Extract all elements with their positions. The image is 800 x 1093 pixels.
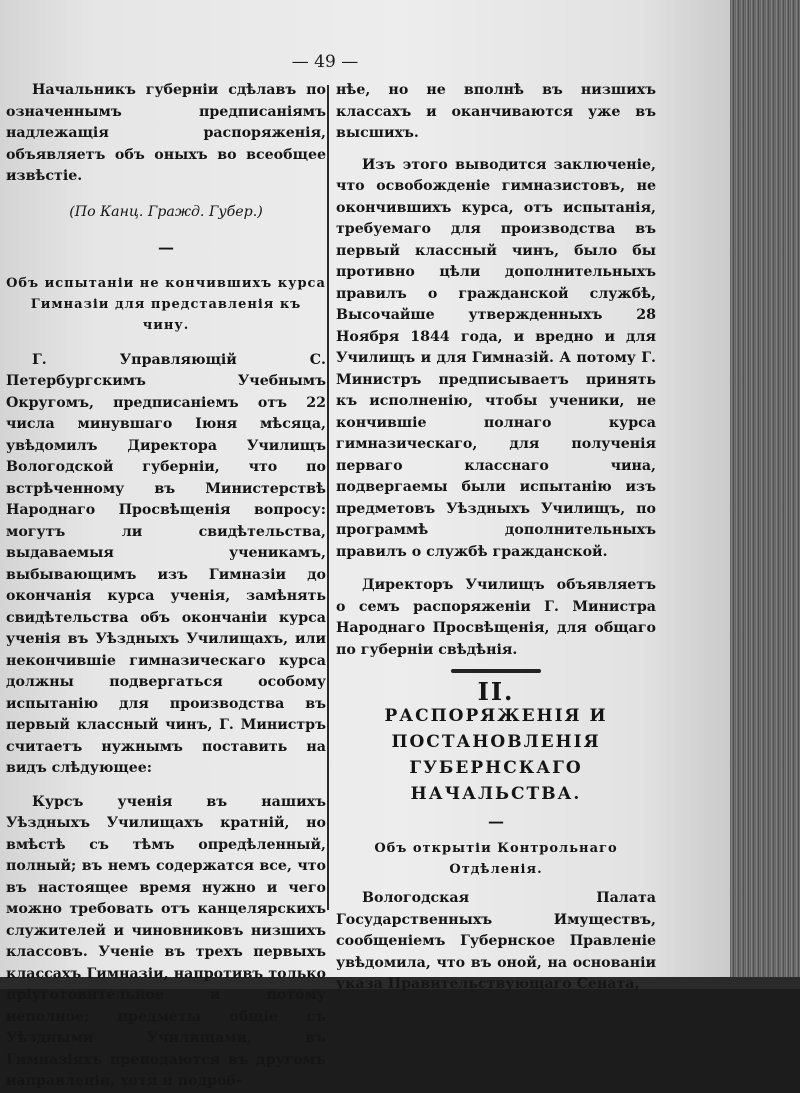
column-divider [327, 85, 329, 910]
source-note: (По Канц. Гражд. Губер.) [69, 203, 263, 220]
body-paragraph: Директоръ Училищъ объявляетъ о семъ распоряженіи Г. Министра Народнаго Просвѣщенія, для общаго по губерніи свѣдѣнія. [336, 577, 656, 658]
section-title: РАСПОРЯЖЕНІЯ И ПОСТАНОВЛЕНІЯ ГУБЕРНСКАГО НАЧАЛЬСТВА. [384, 705, 608, 804]
body-paragraph: Курсъ ученія въ нашихъ Уѣздныхъ Училищахъ кратній, но вмѣстѣ съ тѣмъ опредѣленный, полный; въ немъ содержатся все, что въ настоящее время нужно и чего можно требовать отъ канцелярскихъ служителей и чиновниковъ низшихъ классовъ. Ученіе въ трехъ первыхъ классахъ Гимназіи, напротивъ только пріуготовительное и потому неполное; предметы общіе съ Уѣздными Училищами, въ Гимназіяхъ преподаются въ другомъ направленіи, хотя и подроб- [6, 793, 326, 1089]
intro-paragraph: Начальникъ губерніи сдѣлавъ по означеннымъ предписаніямъ надлежащія распоряженія, объявляетъ объ оныхъ во всеобщее извѣстіе. [6, 82, 326, 184]
separator-dash: — [158, 238, 174, 257]
article-heading: Объ испытаніи не кончившихъ курса Гимназіи для представленія къ чину. [6, 275, 326, 333]
book-page-edges [730, 0, 800, 989]
page-number: — 49 — [291, 52, 359, 72]
body-paragraph: Г. Управляющій С. Петербургскимъ Учебнымъ Округомъ, предписаніемъ отъ 22 числа минувшаго Іюня мѣсяца, увѣдомилъ Директора Училищъ Вологодской губерніи, что по встрѣченному въ Министерствѣ Народнаго Просвѣщенія вопросу: могутъ ли свидѣтельства, выдаваемыя ученикамъ, выбывающимъ изъ Гимназіи до окончанія курса ученія, замѣнять свидѣтельства объ окончаніи курса ученія въ Уѣздныхъ Училищахъ, или некончившіе гимназическаго курса должны подвергаться особому испытанію для производства въ первый классный чинъ, Г. Министръ считаетъ нужнымъ поставить на видъ слѣдующее: [6, 351, 326, 776]
section-number: II. [477, 677, 515, 706]
article-heading: Объ открытіи Контрольнаго Отдѣленія. [374, 841, 618, 877]
ornament-rule [336, 669, 656, 673]
body-paragraph: Вологодская Палата Государственныхъ Имуществъ, сообщеніемъ Губернское Правленіе увѣдомила, что въ оной, на основаніи указа Правительствующаго Сената, [336, 890, 656, 992]
right-column [336, 80, 656, 996]
continued-text: нѣе, но не вполнѣ въ низшихъ классахъ и оканчиваются уже въ высшихъ. [336, 82, 656, 141]
body-paragraph: Изъ этого выводится заключеніе, что освобожденіе гимназистовъ, не окончившихъ курса, отъ испытанія, требуемаго для производства въ первый классный чинъ, было бы противно цѣли дополнительныхъ правилъ о гражданской службѣ, Высочайше утвержденныхъ 28 Ноября 1844 года, и вредно и для Училищъ и для Гимназій. А потому Г. Министръ предписываетъ принять къ исполненію, чтобы ученики, не кончившіе полнаго курса гимназическаго, для полученія перваго класснаго чина, подвергаемы были испытанію изъ предметовъ Уѣздныхъ Училищъ, по программѣ дополнительныхъ правилъ о службѣ гражданской. [336, 156, 656, 560]
left-column [6, 80, 326, 1093]
separator-dash: — [488, 811, 504, 831]
